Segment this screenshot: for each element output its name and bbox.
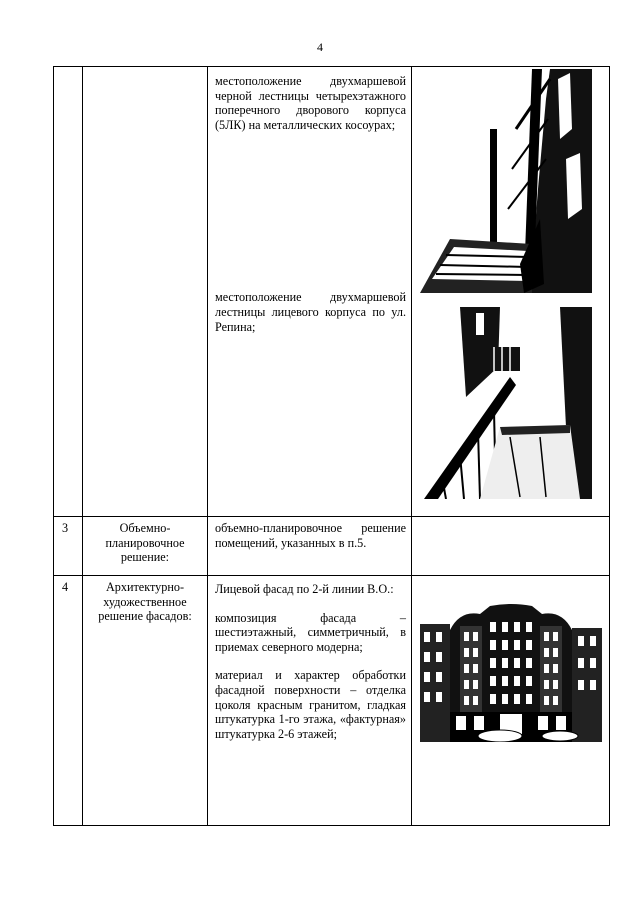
description-paragraph: местоположение двухмаршевой лестницы лицевого корпуса по ул. Репина; — [215, 290, 406, 334]
page-number: 4 — [317, 40, 323, 54]
description-paragraph: Лицевой фасад по 2-й линии В.О.: — [215, 582, 394, 596]
row-number: 3 — [54, 517, 83, 576]
description-paragraph: объемно-планировочное решение помещений, указанных в п.5. — [215, 521, 406, 550]
table-row — [54, 67, 610, 517]
row-number: 4 — [54, 576, 83, 826]
photo-cell — [412, 517, 610, 576]
row-feature: Архитектурно-художественное решение фасадов: — [83, 576, 208, 826]
description-paragraph: материал и характер обработки фасадной поверхности – отделка цоколя красным гранитом, гладкая штукатурка 1-го этажа, «фактурная» штукатурка 2-6 этажей; — [215, 668, 406, 741]
facade-photo — [420, 602, 602, 742]
photo-cell — [412, 576, 610, 826]
monument-description-table — [53, 66, 610, 826]
row-number — [54, 67, 83, 517]
row-feature: Объемно-планировочное решение: — [83, 517, 208, 576]
row-description — [208, 517, 412, 576]
photo-cell — [412, 67, 610, 517]
row-description — [208, 67, 412, 517]
stair-photo-repina — [420, 307, 592, 499]
stair-photo-courtyard — [420, 69, 592, 293]
description-paragraph: местоположение двухмаршевой черной лестницы четырехэтажного поперечного дворового корпуса (5ЛК) на металлических косоурах; — [215, 74, 406, 132]
row-feature — [83, 67, 208, 517]
description-paragraph: композиция фасада – шестиэтажный, симметричный, в приемах северного модерна; — [215, 610, 406, 654]
table-row — [54, 576, 610, 826]
row-description — [208, 576, 412, 826]
table-row — [54, 517, 610, 576]
